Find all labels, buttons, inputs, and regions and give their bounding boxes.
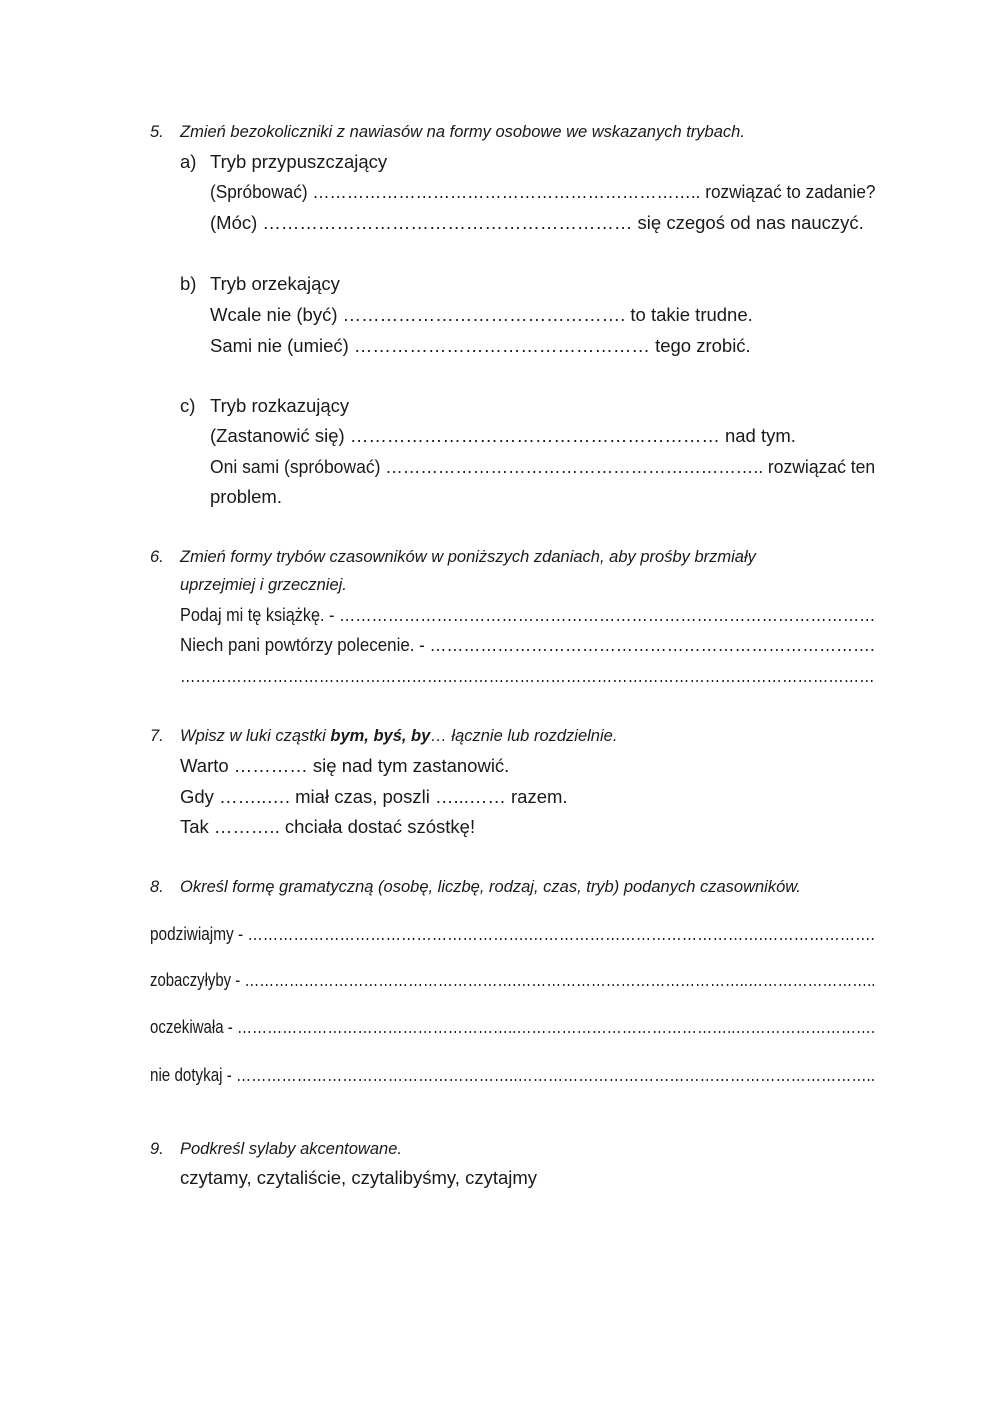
exercise-6-line: Podaj mi tę książkę. - ……………………………………………………………………………………… — [180, 604, 876, 625]
exercise-7-number: 7. — [150, 727, 164, 745]
exercise-7-instruction-prefix: Wpisz w luki cząstki — [180, 727, 331, 745]
exercise-5b-title: Tryb orzekający — [210, 273, 340, 294]
exercise-7-line: Tak ……….. chciała dostać szóstkę! — [180, 816, 476, 837]
exercise-7-instruction — [180, 724, 617, 748]
exercise-5b-marker: b) — [180, 273, 197, 294]
exercise-6-number: 6. — [150, 548, 164, 566]
exercise-5c-marker: c) — [180, 395, 196, 416]
exercise-5c-line: problem. — [210, 486, 282, 507]
exercise-6-instruction: Zmień formy trybów czasowników w poniższych zdaniach, aby prośby brzmiały — [180, 548, 756, 566]
exercise-8-instruction: Określ formę gramatyczną (osobę, liczbę, rodzaj, czas, tryb) podanych czasowników. — [180, 878, 801, 896]
exercise-6-line: ……………………………………………………………………………………………………………………… — [180, 665, 875, 686]
exercise-5-instruction: Zmień bezokoliczniki z nawiasów na formy osobowe we wskazanych trybach. — [180, 123, 745, 141]
exercise-5a-line: (Móc) …………………………………………………… się czegoś od nas nauczyć. — [210, 212, 864, 233]
exercise-5-number: 5. — [150, 123, 164, 141]
exercise-6-line: Niech pani powtórzy polecenie. - ……………………………………………………………………. — [180, 634, 875, 655]
exercise-7-instruction-suffix: … łącznie lub rozdzielnie. — [430, 727, 618, 745]
exercise-8-number: 8. — [150, 878, 164, 896]
exercise-9-instruction: Podkreśl sylaby akcentowane. — [180, 1140, 402, 1158]
exercise-5a-marker: a) — [180, 151, 197, 172]
exercise-7-line: Gdy ……..…. miał czas, poszli …...…… razem. — [180, 786, 568, 807]
exercise-9-number: 9. — [150, 1140, 164, 1158]
exercise-8-line: nie dotykaj - ………………………………………………..…………………………………………………………….. — [150, 1064, 875, 1085]
exercise-5a-line: (Spróbować) ………………………………………………………….. rozwiązać to zadanie? — [210, 181, 876, 202]
exercise-5b-line: Sami nie (umieć) ………………………………………… tego zrobić. — [210, 335, 751, 356]
exercise-8-line: zobaczyłyby - ……………………………………………….………………………………………..…………………….. — [150, 969, 876, 990]
exercise-5c-line: Oni sami (spróbować) ……………………………………………………….. rozwiązać ten — [210, 456, 876, 477]
exercise-5b-line: Wcale nie (być) ………………………………………. to takie trudne. — [210, 304, 753, 325]
exercise-5a-title: Tryb przypuszczający — [210, 151, 388, 172]
exercise-9-line: czytamy, czytaliście, czytalibyśmy, czytajmy — [180, 1167, 538, 1188]
exercise-8-line: oczekiwała - ………………………………………………..……………………………………..………………………. — [150, 1016, 876, 1037]
exercise-8-line: podziwiajmy - ……………………………………………….……………………………………….…………………. — [150, 923, 875, 944]
exercise-5c-title: Tryb rozkazujący — [210, 395, 350, 416]
exercise-7-line: Warto ………… się nad tym zastanowić. — [180, 755, 510, 776]
exercise-7-instruction-particles: bym, byś, by — [330, 727, 431, 745]
exercise-6-instruction: uprzejmiej i grzeczniej. — [180, 576, 347, 594]
exercise-5c-line: (Zastanowić się) …………………………………………………… nad tym. — [210, 425, 796, 446]
